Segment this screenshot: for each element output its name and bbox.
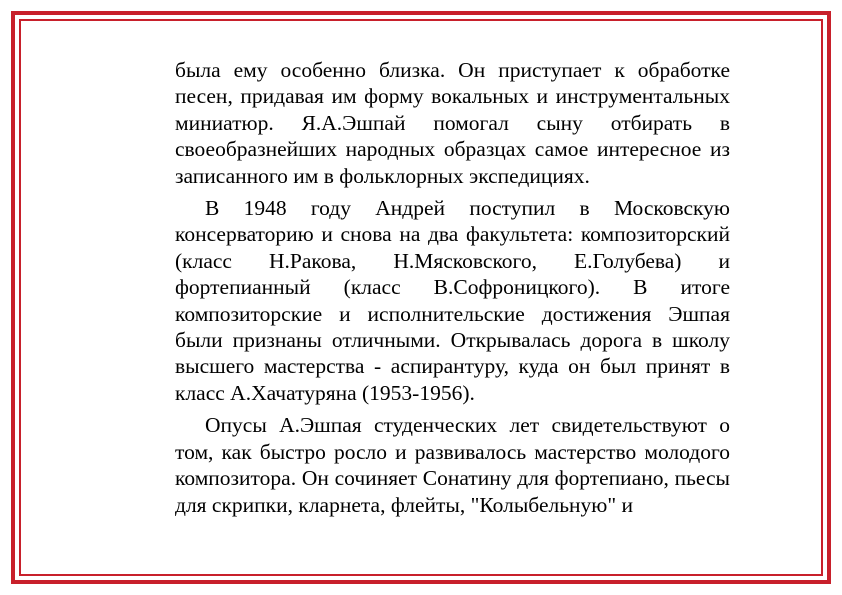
paragraph-student-works: Опусы А.Эшпая студенческих лет свидетельствуют о том, как быстро росло и развивалось мастерство молодого композитора. Он сочиняет Сонатину для фортепиано, пьесы для скрипки, кларнета, флейты, "Колыбельную" и: [175, 413, 730, 517]
paragraph-conservatory: В 1948 году Андрей поступил в Московскую консерваторию и снова на два факультета: композиторский (класс Н.Ракова, Н.Мясковского, Е.Голубева) и фортепианный (класс В.Софроницкого). В итоге композиторские и исполнительские достижения Эшпая были признаны отличными. Открывалась дорога в школу высшего мастерства - аспирантуру, куда он был принят в класс А.Хачатуряна (1953-1956).: [175, 196, 730, 405]
paragraph-continuation: была ему особенно близка. Он приступает к обработке песен, придавая им форму вокальных и инструментальных миниатюр. Я.А.Эшпай помогал сыну отбирать в своеобразнейших народных образцах самое интересное из записанного им в фольклорных экспедициях.: [175, 58, 730, 188]
body-text: [175, 57, 730, 524]
